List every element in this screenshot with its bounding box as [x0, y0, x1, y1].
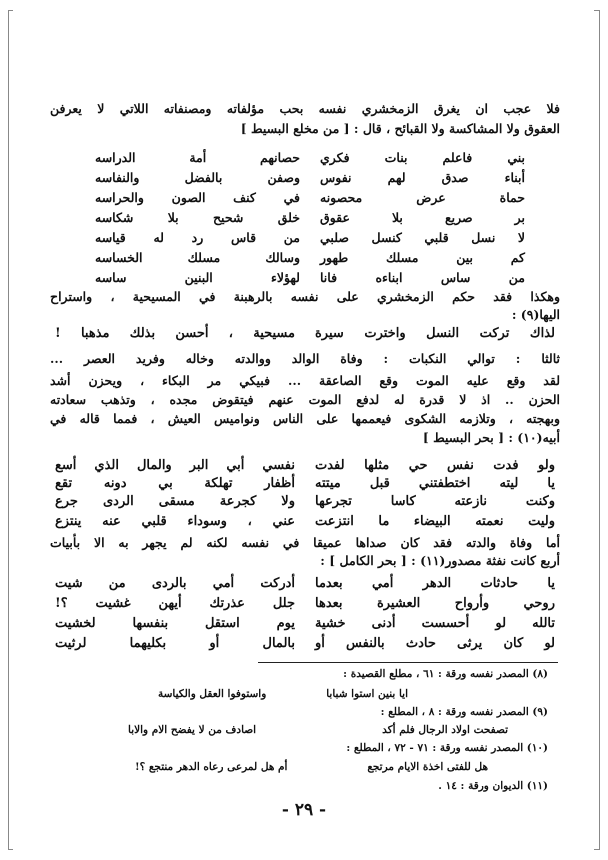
page-frame-right — [594, 10, 600, 850]
verse-first-hemistich: كم بين مسلك طهور — [320, 250, 525, 265]
verse-first-hemistich: بني فاعلم بنات فكري — [320, 150, 525, 165]
verse-second-hemistich: وسالك مسلك الخساسه — [95, 250, 300, 265]
verse-first-hemistich: ولو فدت نفس حي مثلها لفدت — [315, 458, 555, 473]
verse-second-hemistich: في كنف الصون والحراسه — [95, 190, 300, 205]
verse-second-hemistich: مسيحية ، أحسن بذلك مذهبا ! — [55, 326, 295, 341]
footnote-9: (٩) المصدر نفسه ورقة : ٨ ، المطلع : — [380, 706, 548, 718]
verse-row — [55, 324, 555, 344]
verse-row — [95, 148, 525, 168]
verse-first-hemistich: يا ليته اختطفتني قبل ميتته — [315, 476, 555, 491]
verse-first-hemistich: روحي وأرواح العشيرة بعدها — [315, 596, 555, 611]
verse-row — [55, 594, 555, 614]
footnote-10-verse-first: هل للفتى اخذة الايام مرتجع — [367, 761, 488, 773]
verse-second-hemistich: حصانهم أمة الدراسه — [95, 150, 300, 165]
verse-row — [95, 228, 525, 248]
verse-first-hemistich: لذاك تركت النسل واخترت سيرة — [315, 326, 555, 341]
verse-row — [55, 456, 555, 476]
verse-row — [95, 168, 525, 188]
footnote-separator — [258, 662, 558, 663]
verse-second-hemistich: خلق شحيح بلا شكاسه — [95, 210, 300, 225]
footnote-11: (١١) الديوان ورقة : ١٤ . — [438, 780, 548, 792]
verse-first-hemistich: يا حادثات الدهر أمي بعدما — [315, 576, 555, 591]
page-frame-left — [8, 10, 13, 850]
verse-first-hemistich: أبناء صدق لهم نفوس — [320, 170, 525, 185]
verse-first-hemistich: بر صريع بلا عقوق — [320, 210, 525, 225]
paragraph-line: أبيه(١٠) : [ بحر البسيط ] — [422, 430, 560, 445]
paragraph-line: ثالثا : توالي النكبات : وفاة الوالد ووالدته وخاله وفريد العصر ... — [50, 351, 560, 366]
paragraph-line: لقد وقع عليه الموت وقع الصاعقة ... فبيكي مر البكاء ، ويحزن أشد — [50, 373, 560, 388]
paragraph-line: وبهجته ، وتلازمه الشكوى فيعممها على الناس ونواميس العيش ، فمما قاله في — [50, 411, 560, 426]
footnote-8: (٨) المصدر نفسه ورقة : ٦١ ، مطلع القصيدة : — [343, 668, 548, 680]
verse-second-hemistich: نفسي أبي البر والمال الذي أسع — [55, 458, 295, 473]
paragraph-line: الحزن .. اذ لا قدرة له لدفع الموت عنهم فيتقوض مجده ، وتذهب سعادته — [50, 392, 560, 407]
verse-first-hemistich: وليت نعمته البيضاء ما انتزعت — [315, 514, 555, 529]
footnote-8-verse-first: ايا بنين استوا شبابا — [326, 688, 408, 700]
verse-first-hemistich: لو كان يرثى حادث بالنفس أو — [315, 636, 555, 651]
verse-first-hemistich: وكنت نازعته كاسا تجرعها — [315, 494, 555, 509]
page-number: - ٢٩ - — [281, 800, 327, 820]
verse-second-hemistich: أدركت أمي بالردى من شيت — [55, 576, 295, 591]
verse-row — [95, 208, 525, 228]
verse-second-hemistich: جلل عذرتك أيهن غشيت ؟! — [55, 596, 295, 611]
footnote-9-verse-second: اصادف من لا يفضح الام والابا — [128, 724, 257, 736]
verse-first-hemistich: لا نسل قلبي كنسل صلبي — [320, 230, 525, 245]
footnote-8-verse-second: واستوفوا العقل والكياسة — [158, 688, 267, 700]
verse-row — [95, 248, 525, 268]
paragraph-line: وهكذا فقد حكم الزمخشري على نفسه بالرهبنة في المسيحية ، واستراح — [50, 289, 560, 304]
verse-row — [55, 634, 555, 654]
footnote-9-verse-first: تصفحت اولاد الرجال فلم أكد — [382, 724, 508, 736]
verse-second-hemistich: بالمال أو بكليهما لرثيت — [55, 636, 295, 651]
verse-row — [55, 614, 555, 634]
footnote-10-verse-second: أم هل لمرعى رعاه الدهر منتجع ؟! — [135, 761, 288, 773]
verse-second-hemistich: لهؤلاء البنين ساسه — [95, 270, 300, 285]
paragraph-line: أربع كانت نفثة مصدور(١١) : [ بحر الكامل ] : — [320, 553, 560, 568]
footnote-10: (١٠) المصدر نفسه ورقة : ٧١ - ٧٢ ، المطلع : — [346, 742, 548, 754]
verse-second-hemistich: من قاس رد له قياسه — [95, 230, 300, 245]
verse-first-hemistich: تالله لو أحسست أدنى خشية — [315, 616, 555, 631]
verse-row — [55, 512, 555, 532]
verse-row — [55, 474, 555, 494]
verse-first-hemistich: حماة عرض محصونه — [320, 190, 525, 205]
paragraph-line: العقوق ولا المشاكسة ولا القبائح ، قال : [ من مخلع البسيط ] — [240, 121, 560, 136]
verse-second-hemistich: أظفار تهلكة بي دونه تقع — [55, 476, 295, 491]
verse-row — [55, 574, 555, 594]
verse-first-hemistich: من ساس ابناءه فانا — [320, 270, 525, 285]
paragraph-line: اليها(٩) : — [511, 307, 560, 322]
verse-row — [55, 492, 555, 512]
verse-second-hemistich: يوم استقل بنفسها لخشيت — [55, 616, 295, 631]
verse-row — [95, 188, 525, 208]
paragraph-line: فلا عجب ان يغرق الزمخشري نفسه بحب مؤلفاته ومصنفاته اللاتي لا يعرفن — [50, 101, 560, 116]
verse-second-hemistich: عني ، وسوداء قلبي عنه ينتزع — [55, 514, 295, 529]
verse-second-hemistich: ولا كجرعة مسقى الردى جرع — [55, 494, 295, 509]
verse-second-hemistich: وصفن بالفضل والنفاسه — [95, 170, 300, 185]
verse-row — [95, 268, 525, 288]
paragraph-line: أما وفاة والدته فقد كان صداها عميقا في نفسه لكنه لم يجهر به الا بأبيات — [50, 535, 560, 550]
